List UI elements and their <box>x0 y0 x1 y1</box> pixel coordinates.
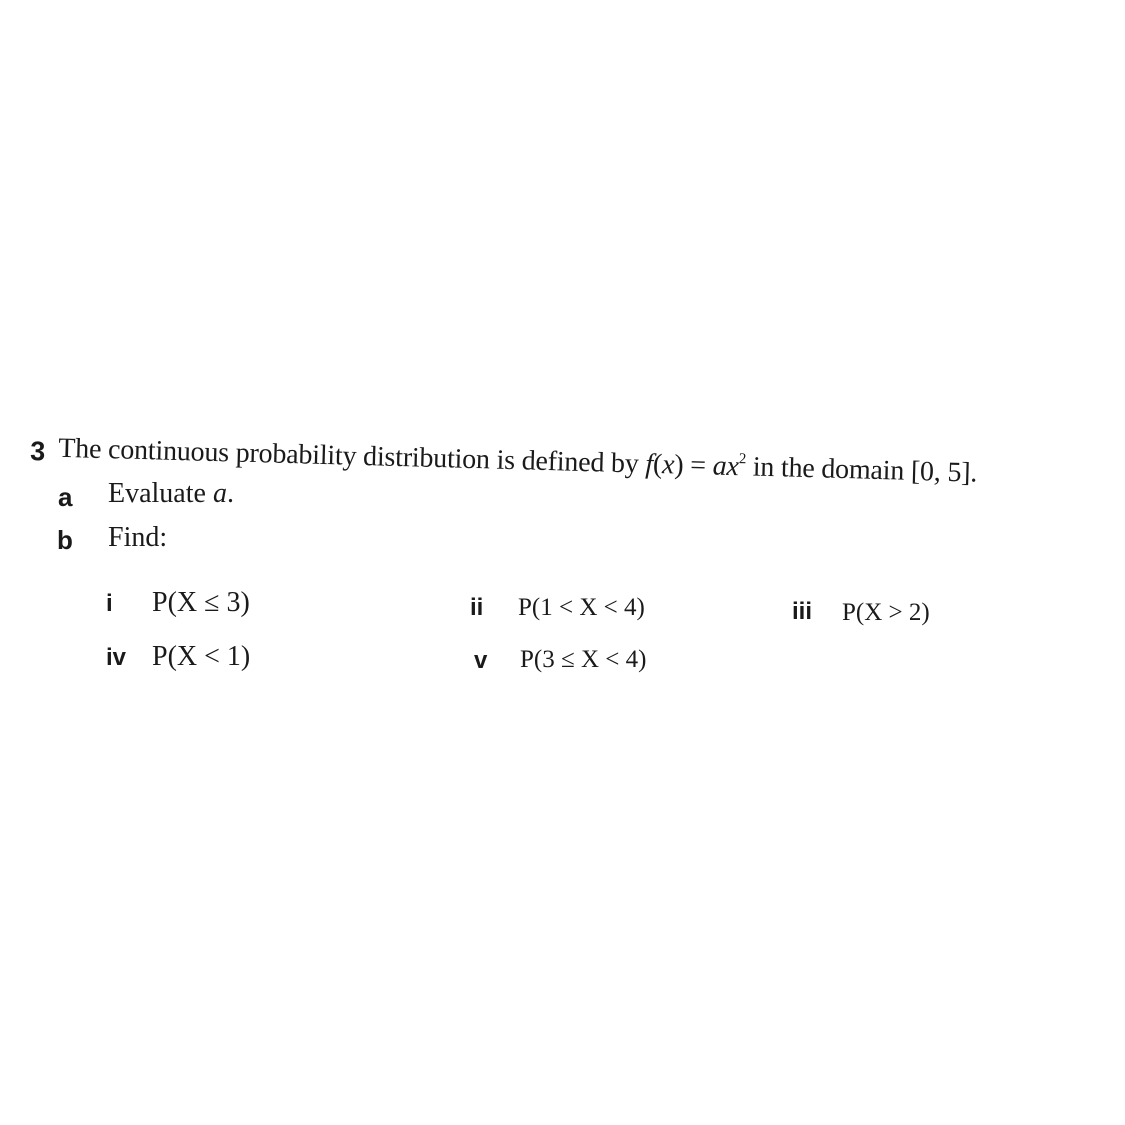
subpart-iv-label: iv <box>106 644 127 671</box>
part-b-label: b <box>57 525 73 555</box>
part-a-label: a <box>58 482 73 512</box>
subpart-iii-label: iii <box>792 598 813 625</box>
subpart-i-expr: P(X ≤ 3) <box>152 587 250 618</box>
question-number: 3 <box>29 436 46 467</box>
question-text: The continuous probability distribution is defined by $f(x) = ax^2$ in the domain [0, 5]. <box>57 432 978 489</box>
part-a-text: Evaluate a. <box>108 478 234 509</box>
subpart-v-expr: P(3 ≤ X < 4) <box>520 646 647 673</box>
part-b-text: Find: <box>108 522 168 553</box>
subpart-i-label: i <box>106 590 113 617</box>
subpart-iii-expr: P(X > 2) <box>842 599 930 626</box>
subpart-v-label: v <box>474 647 488 674</box>
subpart-iv-expr: P(X < 1) <box>152 641 251 672</box>
subpart-ii-label: ii <box>470 594 484 621</box>
subpart-ii-expr: P(1 < X < 4) <box>518 594 645 621</box>
